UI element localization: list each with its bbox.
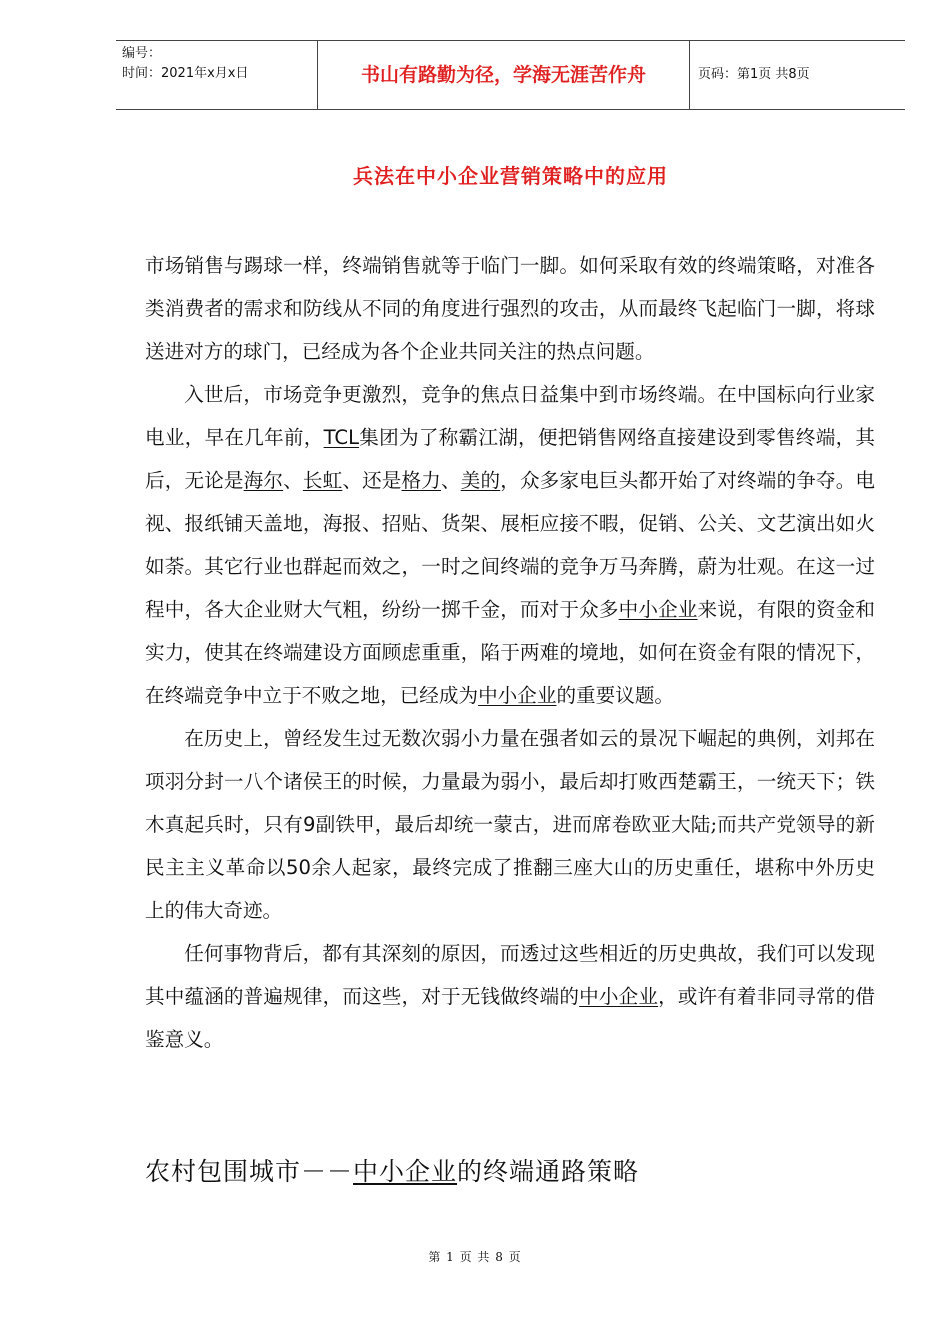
number-label: 编号： [122,46,162,61]
number-run: 50 [286,856,311,879]
paragraph-4 [145,932,875,1061]
text-run: 、 [441,469,461,492]
section-heading [145,1152,639,1188]
text-run: 、还是 [342,469,402,492]
header-motto: 书山有路勤为径，学海无涯苦作舟 [317,41,690,109]
text-run: 的重要议题。 [556,684,675,707]
text-run: 任何事物背后，都有其深刻的原因，而透过这些相近的历史典故，我们可以发现其中蕴涵的普遍规律，而这些，对于无钱做终端的 [145,942,875,1008]
link-midea[interactable]: 美的 [460,469,501,492]
page-header [116,40,905,110]
header-page-info: 页码：第1页 共8页 [698,67,810,82]
text-run: 集团为了称霸江湖，便把销售网络直接建设到零售终端，其后，无论是 [145,426,876,492]
link-gree[interactable]: 格力 [401,469,442,492]
text-run: 来说，有限的资金和实力，使其在终端建设方面顾虑重重，陷于两难的境地，如何在资金有限的情况下，在终端竞争中立于不败之地，已经成为 [145,598,876,707]
text-run: 在历史上，曾经发生过无数次弱小力量在强者如云的景况下崛起的典例，刘邦在项羽分封一八个诸侯王的时候，力量最为弱小，最后却打败西楚霸王，一统天下；铁木真起兵时，只有 [145,727,875,836]
text-run: 的终端通路策略 [457,1157,640,1186]
text-run: 入世后，市场竞争更激烈，竞争的焦点日益集中到市场终端。在中国标向行业家电业，早在几年前， [145,383,875,449]
link-sme[interactable]: 中小企业 [579,985,659,1008]
link-haier[interactable]: 海尔 [243,469,284,492]
text-run: 副铁甲，最后却统一蒙古，进而席卷欧亚大陆;而共产党领导的新民主主义革命以 [145,813,875,879]
link-changhong[interactable]: 长虹 [302,469,343,492]
text-run: ，众多家电巨头都开始了对终端的争夺。电视、报纸铺天盖地，海报、招贴、货架、展柜应接不暇，促销、公关、文艺演出如火如荼。其它行业也群起而效之，一时之间终端的竞争万马奔腾，蔚为壮观。在这一过程中，各大企业财大气粗，纷纷一掷千金，而对于众多 [145,469,876,621]
number-run: 9 [302,813,316,836]
time-label: 时间：2021年x月x日 [122,66,249,81]
link-tcl[interactable]: TCL [323,426,360,449]
paragraph-3 [145,717,875,932]
text-run: 、 [283,469,303,492]
document-title: 兵法在中小企业营销策略中的应用 [353,164,668,188]
header-meta [116,41,317,109]
page-footer: 第 1 页 共 8 页 [428,1250,522,1264]
link-sme[interactable]: 中小企业 [618,598,698,621]
document-body [145,244,875,1061]
text-run: 农村包围城市－－ [145,1157,354,1186]
link-sme[interactable]: 中小企业 [353,1157,458,1186]
text-run: ，或许有着非同寻常的借鉴意义。 [145,985,876,1051]
paragraph-2 [145,373,875,717]
text-run: 余人起家，最终完成了推翻三座大山的历史重任，堪称中外历史上的伟大奇迹。 [145,856,876,922]
link-sme[interactable]: 中小企业 [478,684,557,707]
paragraph-1: 市场销售与踢球一样，终端销售就等于临门一脚。如何采取有效的终端策略，对准各类消费者的需求和防线从不同的角度进行强烈的攻击，从而最终飞起临门一脚，将球送进对方的球门，已经成为各个企业共同关注的热点问题。 [145,254,875,363]
